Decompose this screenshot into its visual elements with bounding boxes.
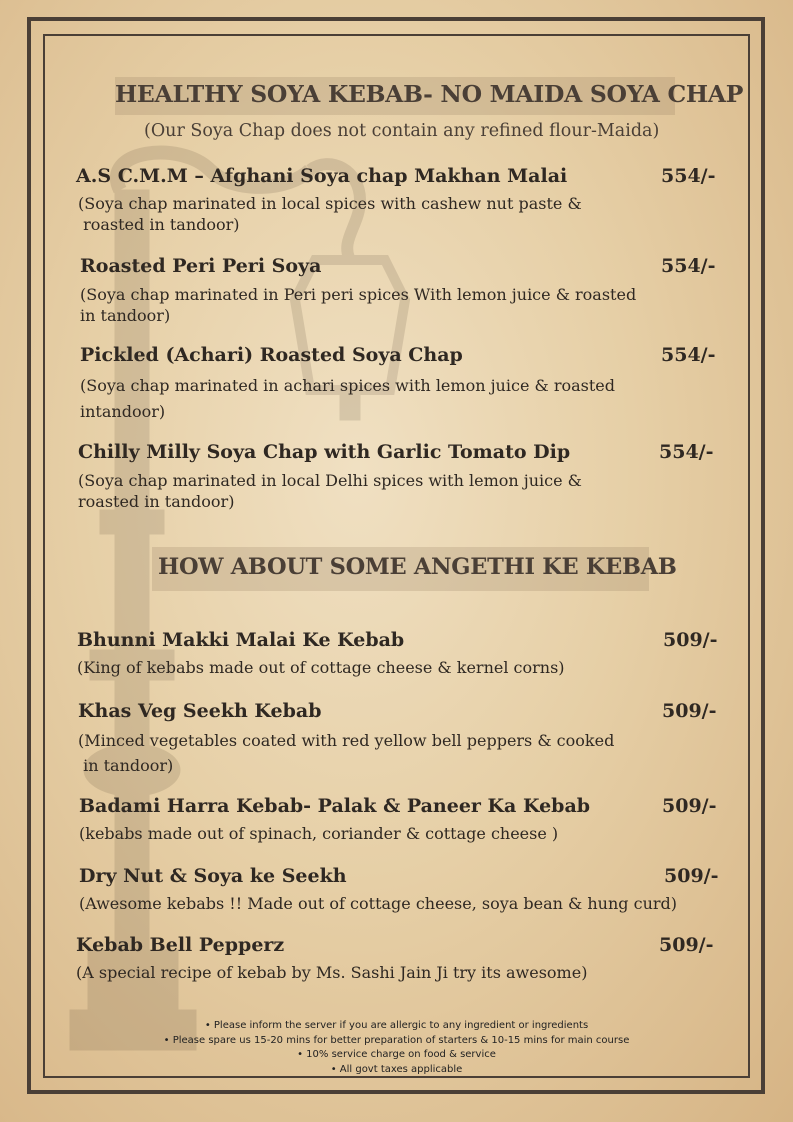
item-name: A.S C.M.M – Afghani Soya chap Makhan Malai [76, 165, 568, 187]
item-price: 509/- [659, 934, 714, 956]
item-description: (King of kebabs made out of cottage cheese & kernel corns) [77, 658, 565, 677]
item-price: 554/- [661, 165, 716, 187]
item-price: 554/- [661, 255, 716, 277]
item-price: 554/- [661, 344, 716, 366]
item-description: (Soya chap marinated in Peri peri spices With lemon juice & roasted in tandoor) [80, 285, 637, 325]
item-price: 509/- [663, 629, 718, 651]
item-name: Kebab Bell Pepperz [76, 934, 285, 956]
section1-subtitle: (Our Soya Chap does not contain any refined flour-Maida) [144, 121, 660, 141]
item-description: (kebabs made out of spinach, coriander & cottage cheese ) [79, 824, 559, 843]
item-price: 509/- [662, 795, 717, 817]
note-line: • Please spare us 15-20 mins for better preparation of starters & 10-15 mins for main course [163, 1034, 630, 1046]
item-price: 554/- [659, 441, 714, 463]
item-name: Khas Veg Seekh Kebab [78, 700, 322, 722]
item-description: (Soya chap marinated in achari spices with lemon juice & roasted intandoor) [80, 376, 615, 421]
item-name: Pickled (Achari) Roasted Soya Chap [80, 344, 463, 366]
item-price: 509/- [664, 865, 719, 887]
item-description: (A special recipe of kebab by Ms. Sashi Jain Ji try its awesome) [76, 963, 588, 982]
item-name: Roasted Peri Peri Soya [80, 255, 322, 277]
item-name: Bhunni Makki Malai Ke Kebab [77, 629, 405, 651]
item-description: (Minced vegetables coated with red yellow bell peppers & cooked in tandoor) [78, 731, 615, 775]
item-description: (Awesome kebabs !! Made out of cottage cheese, soya bean & hung curd) [79, 894, 678, 913]
note-line: • Please inform the server if you are allergic to any ingredient or ingredients [204, 1020, 589, 1031]
section2-title: HOW ABOUT SOME ANGETHI KE KEBAB [158, 554, 677, 580]
footer-notes [0, 1019, 793, 1078]
note-line: • 10% service charge on food & service [297, 1049, 496, 1061]
item-price: 509/- [662, 700, 717, 722]
item-name: Badami Harra Kebab- Palak & Paneer Ka Kebab [79, 795, 591, 817]
note-line: • All govt taxes applicable [330, 1064, 463, 1076]
item-description: (Soya chap marinated in local Delhi spices with lemon juice & roasted in tandoor) [78, 471, 582, 511]
section1-title: HEALTHY SOYA KEBAB- NO MAIDA SOYA CHAP [115, 80, 744, 108]
item-name: Dry Nut & Soya ke Seekh [79, 865, 347, 887]
item-name: Chilly Milly Soya Chap with Garlic Tomato Dip [78, 441, 571, 463]
item-description: (Soya chap marinated in local spices with cashew nut paste & roasted in tandoor) [78, 194, 582, 234]
